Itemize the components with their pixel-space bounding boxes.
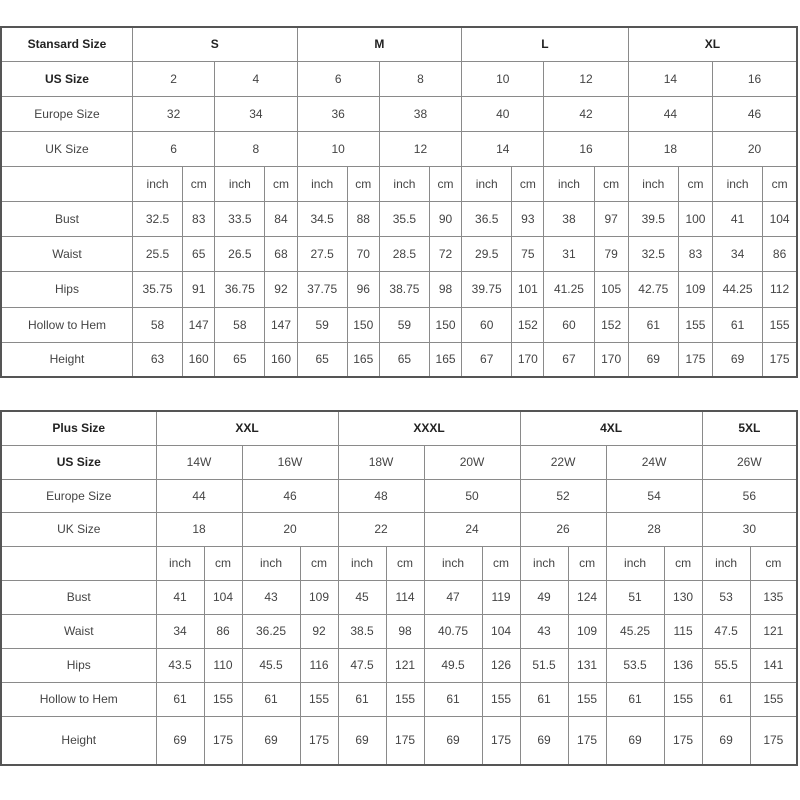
measurement-value: 86 <box>763 236 797 271</box>
us-size-cell: 2 <box>132 61 214 96</box>
measurement-value: 35.5 <box>379 201 429 236</box>
measurement-value: 69 <box>606 716 664 765</box>
measurement-value: 51 <box>606 580 664 614</box>
blank-cell <box>1 546 156 580</box>
unit-inch: inch <box>713 166 763 201</box>
europe-size-cell: 38 <box>379 96 461 131</box>
measurement-value: 84 <box>265 201 297 236</box>
measurement-value: 58 <box>132 307 182 342</box>
measurement-value: 115 <box>664 614 702 648</box>
measurement-value: 83 <box>678 236 712 271</box>
measurement-value: 69 <box>424 716 482 765</box>
us-size-row <box>1 61 797 96</box>
europe-size-cell: 52 <box>520 479 606 512</box>
measurement-value: 41.25 <box>544 271 594 307</box>
uk-size-row <box>1 512 797 546</box>
measurement-value: 175 <box>300 716 338 765</box>
measurement-value: 29.5 <box>462 236 512 271</box>
measurement-value: 75 <box>512 236 544 271</box>
measurement-value: 79 <box>594 236 628 271</box>
measurement-value: 109 <box>678 271 712 307</box>
measurement-value: 155 <box>750 682 797 716</box>
size-header: 5XL <box>702 411 797 445</box>
measurement-value: 155 <box>664 682 702 716</box>
unit-inch: inch <box>132 166 182 201</box>
measurement-value: 43 <box>520 614 568 648</box>
measurement-value: 69 <box>702 716 750 765</box>
measurement-value: 90 <box>430 201 462 236</box>
europe-size-cell: 42 <box>544 96 628 131</box>
measurement-value: 59 <box>379 307 429 342</box>
measurement-row <box>1 614 797 648</box>
measurement-value: 109 <box>300 580 338 614</box>
measurement-value: 40.75 <box>424 614 482 648</box>
measurement-value: 67 <box>462 342 512 377</box>
us-size-cell: 14 <box>628 61 712 96</box>
measurement-value: 53.5 <box>606 648 664 682</box>
measurement-value: 61 <box>520 682 568 716</box>
measurement-value: 45.5 <box>242 648 300 682</box>
measurement-value: 60 <box>544 307 594 342</box>
uk-size-cell: 22 <box>338 512 424 546</box>
uk-size-cell: 30 <box>702 512 797 546</box>
measurement-value: 33.5 <box>215 201 265 236</box>
uk-size-cell: 24 <box>424 512 520 546</box>
europe-size-row <box>1 96 797 131</box>
measurement-value: 114 <box>386 580 424 614</box>
uk-size-row <box>1 131 797 166</box>
size-header: XXL <box>156 411 338 445</box>
measurement-value: 92 <box>265 271 297 307</box>
unit-row <box>1 546 797 580</box>
measurement-label: Height <box>1 342 132 377</box>
measurement-value: 175 <box>678 342 712 377</box>
measurement-value: 65 <box>297 342 347 377</box>
measurement-value: 155 <box>300 682 338 716</box>
europe-size-cell: 36 <box>297 96 379 131</box>
measurement-row <box>1 236 797 271</box>
measurement-value: 61 <box>242 682 300 716</box>
measurement-value: 68 <box>265 236 297 271</box>
measurement-value: 41 <box>156 580 204 614</box>
unit-inch: inch <box>156 546 204 580</box>
measurement-value: 135 <box>750 580 797 614</box>
plus-size-table <box>0 410 798 766</box>
measurement-value: 104 <box>482 614 520 648</box>
measurement-value: 59 <box>297 307 347 342</box>
measurement-value: 101 <box>512 271 544 307</box>
measurement-value: 155 <box>678 307 712 342</box>
uk-size-cell: 20 <box>242 512 338 546</box>
standard-size-table <box>0 26 798 378</box>
measurement-value: 61 <box>338 682 386 716</box>
measurement-value: 152 <box>512 307 544 342</box>
measurement-value: 124 <box>568 580 606 614</box>
measurement-label: Waist <box>1 614 156 648</box>
corner-header: Stansard Size <box>1 27 132 61</box>
measurement-label: Waist <box>1 236 132 271</box>
uk-size-cell: 18 <box>156 512 242 546</box>
unit-inch: inch <box>462 166 512 201</box>
measurement-value: 152 <box>594 307 628 342</box>
unit-cm: cm <box>183 166 215 201</box>
measurement-value: 37.75 <box>297 271 347 307</box>
size-header: XXXL <box>338 411 520 445</box>
measurement-value: 60 <box>462 307 512 342</box>
measurement-label: Bust <box>1 201 132 236</box>
measurement-value: 69 <box>713 342 763 377</box>
unit-inch: inch <box>520 546 568 580</box>
size-header: M <box>297 27 462 61</box>
measurement-value: 175 <box>750 716 797 765</box>
measurement-value: 65 <box>379 342 429 377</box>
uk-size-cell: 26 <box>520 512 606 546</box>
unit-inch: inch <box>702 546 750 580</box>
europe-size-cell: 32 <box>132 96 214 131</box>
us-size-cell: 24W <box>606 445 702 479</box>
unit-cm: cm <box>300 546 338 580</box>
measurement-value: 155 <box>763 307 797 342</box>
measurement-value: 61 <box>702 682 750 716</box>
measurement-value: 104 <box>763 201 797 236</box>
europe-size-label: Europe Size <box>1 96 132 131</box>
measurement-value: 100 <box>678 201 712 236</box>
us-size-cell: 6 <box>297 61 379 96</box>
measurement-value: 160 <box>265 342 297 377</box>
europe-size-cell: 34 <box>215 96 297 131</box>
measurement-value: 72 <box>430 236 462 271</box>
us-size-cell: 18W <box>338 445 424 479</box>
measurement-value: 155 <box>386 682 424 716</box>
unit-inch: inch <box>242 546 300 580</box>
measurement-value: 35.75 <box>132 271 182 307</box>
uk-size-label: UK Size <box>1 512 156 546</box>
unit-cm: cm <box>763 166 797 201</box>
europe-size-cell: 50 <box>424 479 520 512</box>
measurement-value: 69 <box>338 716 386 765</box>
measurement-value: 61 <box>156 682 204 716</box>
measurement-value: 34 <box>156 614 204 648</box>
unit-inch: inch <box>424 546 482 580</box>
measurement-value: 41 <box>713 201 763 236</box>
measurement-value: 130 <box>664 580 702 614</box>
measurement-value: 47.5 <box>702 614 750 648</box>
measurement-value: 49 <box>520 580 568 614</box>
us-size-cell: 16W <box>242 445 338 479</box>
measurement-value: 136 <box>664 648 702 682</box>
europe-size-row <box>1 479 797 512</box>
unit-cm: cm <box>204 546 242 580</box>
size-header: XL <box>628 27 797 61</box>
measurement-value: 126 <box>482 648 520 682</box>
measurement-value: 58 <box>215 307 265 342</box>
measurement-value: 155 <box>568 682 606 716</box>
unit-inch: inch <box>628 166 678 201</box>
measurement-value: 155 <box>204 682 242 716</box>
measurement-row <box>1 201 797 236</box>
size-header-row <box>1 27 797 61</box>
measurement-value: 150 <box>347 307 379 342</box>
europe-size-cell: 46 <box>713 96 797 131</box>
measurement-value: 38 <box>544 201 594 236</box>
unit-cm: cm <box>482 546 520 580</box>
uk-size-cell: 28 <box>606 512 702 546</box>
blank-cell <box>1 166 132 201</box>
measurement-row <box>1 716 797 765</box>
measurement-value: 175 <box>482 716 520 765</box>
europe-size-label: Europe Size <box>1 479 156 512</box>
measurement-value: 44.25 <box>713 271 763 307</box>
unit-row <box>1 166 797 201</box>
measurement-value: 160 <box>183 342 215 377</box>
us-size-cell: 26W <box>702 445 797 479</box>
measurement-value: 116 <box>300 648 338 682</box>
uk-size-cell: 8 <box>215 131 297 166</box>
uk-size-cell: 10 <box>297 131 379 166</box>
us-size-cell: 8 <box>379 61 461 96</box>
measurement-value: 61 <box>713 307 763 342</box>
measurement-value: 165 <box>347 342 379 377</box>
measurement-value: 38.75 <box>379 271 429 307</box>
measurement-value: 45.25 <box>606 614 664 648</box>
measurement-value: 170 <box>512 342 544 377</box>
size-header: S <box>132 27 297 61</box>
measurement-value: 175 <box>204 716 242 765</box>
measurement-value: 39.5 <box>628 201 678 236</box>
measurement-value: 104 <box>204 580 242 614</box>
uk-size-label: UK Size <box>1 131 132 166</box>
measurement-value: 43.5 <box>156 648 204 682</box>
europe-size-cell: 46 <box>242 479 338 512</box>
measurement-value: 121 <box>386 648 424 682</box>
uk-size-cell: 18 <box>628 131 712 166</box>
unit-cm: cm <box>678 166 712 201</box>
measurement-value: 83 <box>183 201 215 236</box>
measurement-value: 121 <box>750 614 797 648</box>
measurement-value: 53 <box>702 580 750 614</box>
unit-cm: cm <box>265 166 297 201</box>
measurement-value: 61 <box>628 307 678 342</box>
measurement-value: 65 <box>183 236 215 271</box>
unit-inch: inch <box>215 166 265 201</box>
uk-size-cell: 6 <box>132 131 214 166</box>
measurement-label: Hips <box>1 648 156 682</box>
measurement-value: 69 <box>628 342 678 377</box>
measurement-value: 69 <box>520 716 568 765</box>
measurement-label: Hollow to Hem <box>1 682 156 716</box>
unit-cm: cm <box>347 166 379 201</box>
uk-size-cell: 16 <box>544 131 628 166</box>
unit-inch: inch <box>544 166 594 201</box>
measurement-value: 32.5 <box>628 236 678 271</box>
measurement-value: 97 <box>594 201 628 236</box>
us-size-row <box>1 445 797 479</box>
measurement-value: 45 <box>338 580 386 614</box>
us-size-cell: 16 <box>713 61 797 96</box>
measurement-value: 165 <box>430 342 462 377</box>
measurement-value: 65 <box>215 342 265 377</box>
measurement-value: 39.75 <box>462 271 512 307</box>
measurement-value: 36.5 <box>462 201 512 236</box>
unit-cm: cm <box>594 166 628 201</box>
measurement-value: 26.5 <box>215 236 265 271</box>
unit-cm: cm <box>750 546 797 580</box>
measurement-value: 155 <box>482 682 520 716</box>
europe-size-cell: 40 <box>462 96 544 131</box>
measurement-value: 61 <box>606 682 664 716</box>
measurement-value: 32.5 <box>132 201 182 236</box>
measurement-label: Height <box>1 716 156 765</box>
measurement-row <box>1 342 797 377</box>
measurement-value: 93 <box>512 201 544 236</box>
size-header: 4XL <box>520 411 702 445</box>
us-size-cell: 22W <box>520 445 606 479</box>
europe-size-cell: 54 <box>606 479 702 512</box>
europe-size-cell: 48 <box>338 479 424 512</box>
measurement-value: 175 <box>664 716 702 765</box>
measurement-value: 63 <box>132 342 182 377</box>
unit-cm: cm <box>568 546 606 580</box>
measurement-value: 96 <box>347 271 379 307</box>
measurement-row <box>1 580 797 614</box>
measurement-value: 25.5 <box>132 236 182 271</box>
measurement-value: 47.5 <box>338 648 386 682</box>
measurement-value: 86 <box>204 614 242 648</box>
measurement-label: Bust <box>1 580 156 614</box>
corner-header: Plus Size <box>1 411 156 445</box>
us-size-label: US Size <box>1 61 132 96</box>
measurement-value: 110 <box>204 648 242 682</box>
measurement-row <box>1 648 797 682</box>
measurement-value: 36.75 <box>215 271 265 307</box>
us-size-cell: 12 <box>544 61 628 96</box>
unit-cm: cm <box>386 546 424 580</box>
measurement-value: 98 <box>386 614 424 648</box>
europe-size-cell: 44 <box>628 96 712 131</box>
uk-size-cell: 12 <box>379 131 461 166</box>
measurement-row <box>1 307 797 342</box>
us-size-cell: 20W <box>424 445 520 479</box>
measurement-value: 131 <box>568 648 606 682</box>
measurement-value: 105 <box>594 271 628 307</box>
unit-cm: cm <box>664 546 702 580</box>
measurement-value: 51.5 <box>520 648 568 682</box>
measurement-row <box>1 682 797 716</box>
uk-size-cell: 14 <box>462 131 544 166</box>
measurement-value: 61 <box>424 682 482 716</box>
measurement-value: 88 <box>347 201 379 236</box>
measurement-label: Hips <box>1 271 132 307</box>
size-header: L <box>462 27 629 61</box>
measurement-value: 36.25 <box>242 614 300 648</box>
us-size-cell: 10 <box>462 61 544 96</box>
measurement-value: 43 <box>242 580 300 614</box>
measurement-value: 47 <box>424 580 482 614</box>
measurement-value: 141 <box>750 648 797 682</box>
measurement-value: 150 <box>430 307 462 342</box>
measurement-value: 27.5 <box>297 236 347 271</box>
measurement-value: 147 <box>183 307 215 342</box>
measurement-value: 55.5 <box>702 648 750 682</box>
size-header-row <box>1 411 797 445</box>
unit-cm: cm <box>430 166 462 201</box>
unit-inch: inch <box>338 546 386 580</box>
measurement-value: 112 <box>763 271 797 307</box>
measurement-value: 34.5 <box>297 201 347 236</box>
measurement-value: 175 <box>763 342 797 377</box>
measurement-value: 38.5 <box>338 614 386 648</box>
measurement-value: 119 <box>482 580 520 614</box>
measurement-value: 69 <box>156 716 204 765</box>
unit-inch: inch <box>379 166 429 201</box>
measurement-value: 42.75 <box>628 271 678 307</box>
measurement-value: 91 <box>183 271 215 307</box>
unit-inch: inch <box>297 166 347 201</box>
measurement-value: 31 <box>544 236 594 271</box>
us-size-label: US Size <box>1 445 156 479</box>
measurement-value: 69 <box>242 716 300 765</box>
measurement-value: 98 <box>430 271 462 307</box>
measurement-value: 70 <box>347 236 379 271</box>
us-size-cell: 14W <box>156 445 242 479</box>
measurement-value: 49.5 <box>424 648 482 682</box>
measurement-value: 109 <box>568 614 606 648</box>
europe-size-cell: 56 <box>702 479 797 512</box>
europe-size-cell: 44 <box>156 479 242 512</box>
measurement-row <box>1 271 797 307</box>
us-size-cell: 4 <box>215 61 297 96</box>
measurement-value: 34 <box>713 236 763 271</box>
measurement-label: Hollow to Hem <box>1 307 132 342</box>
measurement-value: 67 <box>544 342 594 377</box>
unit-cm: cm <box>512 166 544 201</box>
unit-inch: inch <box>606 546 664 580</box>
uk-size-cell: 20 <box>713 131 797 166</box>
measurement-value: 170 <box>594 342 628 377</box>
measurement-value: 175 <box>568 716 606 765</box>
measurement-value: 147 <box>265 307 297 342</box>
measurement-value: 28.5 <box>379 236 429 271</box>
measurement-value: 175 <box>386 716 424 765</box>
measurement-value: 92 <box>300 614 338 648</box>
